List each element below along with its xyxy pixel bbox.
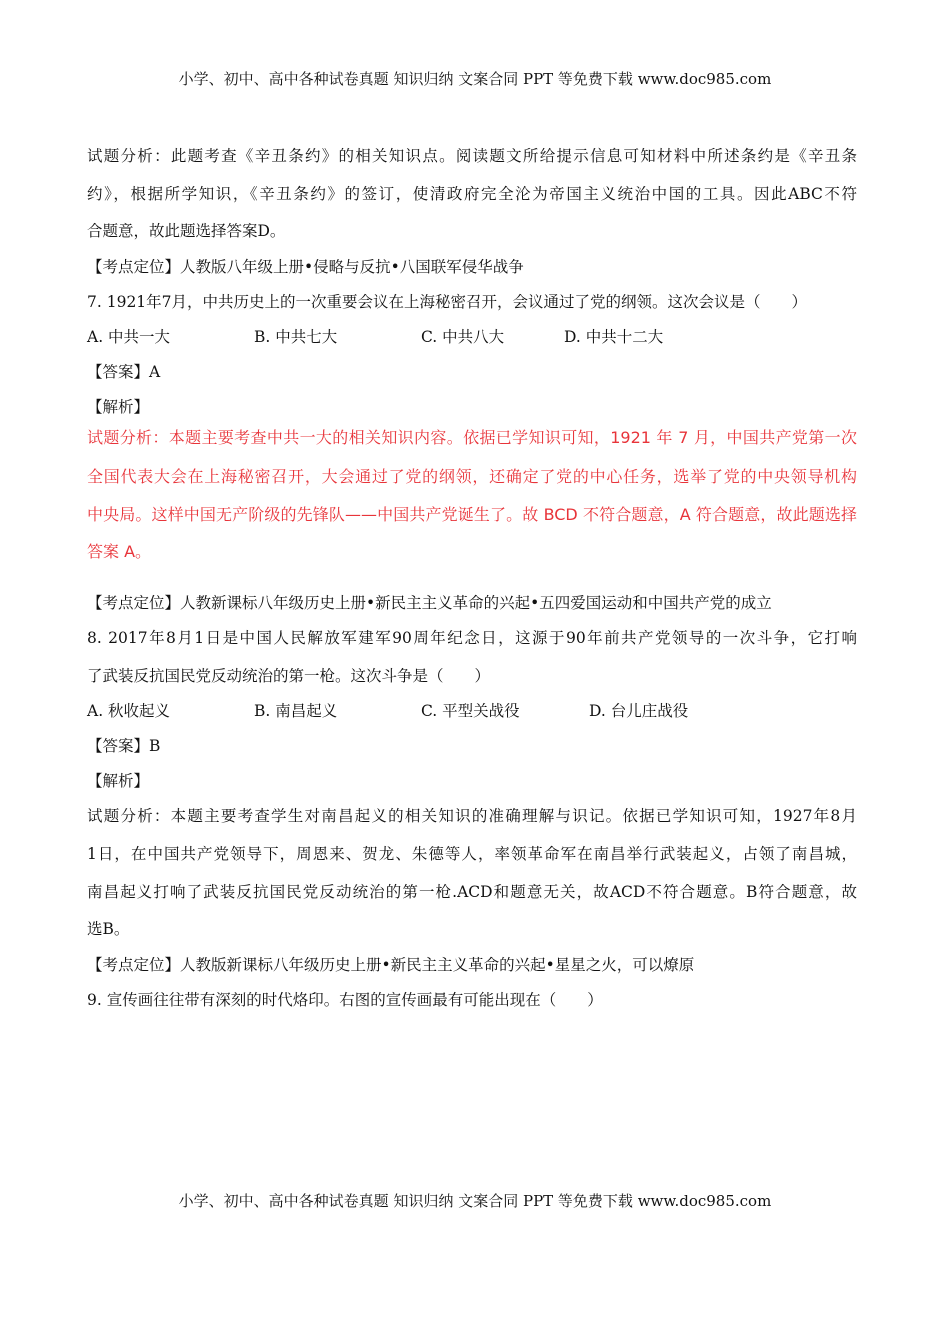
q6-point: 【考点定位】人教版八年级上册•侵略与反抗•八国联军侵华战争	[87, 258, 524, 276]
q7-analysis-line: 试题分析：本题主要考查中共一大的相关知识内容。依据已学知识可知，1921 年 7 月，中国共产党第一次	[87, 428, 857, 447]
page-header: 小学、初中、高中各种试卷真题 知识归纳 文案合同 PPT 等免费下载 www.doc985.com	[178, 70, 772, 88]
q8-analysis-line: 南昌起义打响了武装反抗国民党反动统治的第一枪.ACD和题意无关，故ACD不符合题意。B符合题意，故	[87, 883, 857, 901]
q8-analysis-line: 试题分析：本题主要考查学生对南昌起义的相关知识的准确理解与识记。依据已学知识可知，1927年8月	[87, 807, 857, 825]
q7-analysis-line: 答案 A。	[87, 542, 152, 561]
q7-analysis-line: 全国代表大会在上海秘密召开，大会通过了党的纲领，还确定了党的中心任务，选举了党的中央领导机构	[87, 467, 857, 486]
q6-analysis-line: 试题分析：此题考查《辛丑条约》的相关知识点。阅读题文所给提示信息可知材料中所述条约是《辛丑条	[87, 147, 857, 165]
q9-stem: 9. 宣传画往往带有深刻的时代烙印。右图的宣传画最有可能出现在（ ）	[87, 991, 603, 1009]
q7-point: 【考点定位】人教新课标八年级历史上册•新民主主义革命的兴起•五四爱国运动和中国共产党的成立	[87, 594, 772, 612]
q6-analysis-line: 合题意，故此题选择答案D。	[87, 222, 286, 240]
q8-options	[87, 701, 688, 721]
q8-answer: 【答案】B	[87, 737, 161, 755]
q7-answer: 【答案】A	[87, 363, 161, 381]
q8-analysis-line: 选B。	[87, 920, 130, 938]
q7-analysis-label: 【解析】	[87, 398, 150, 416]
q8-point: 【考点定位】人教版新课标八年级历史上册•新民主主义革命的兴起•星星之火，可以燎原	[87, 956, 695, 974]
q8-analysis-line: 1日，在中国共产党领导下，周恩来、贺龙、朱德等人，率领革命军在南昌举行武装起义，占领了南昌城，	[87, 845, 857, 863]
q7-option-b: B. 中共七大	[254, 328, 338, 346]
q7-option-a: A. 中共一大	[87, 328, 171, 346]
q8-analysis-label: 【解析】	[87, 772, 150, 790]
q7-stem: 7. 1921年7月，中共历史上的一次重要会议在上海秘密召开，会议通过了党的纲领。这次会议是（ ）	[87, 293, 808, 311]
q8-option-a: A. 秋收起义	[87, 702, 171, 720]
q8-option-d: D. 台儿庄战役	[589, 702, 689, 720]
q8-stem-line: 8. 2017年8月1日是中国人民解放军建军90周年纪念日，这源于90年前共产党领导的一次斗争，它打响	[87, 629, 857, 647]
q7-options	[87, 327, 663, 347]
q8-option-c: C. 平型关战役	[421, 702, 520, 720]
q8-stem-line: 了武装反抗国民党反动统治的第一枪。这次斗争是（ ）	[87, 667, 491, 685]
q7-option-d: D. 中共十二大	[564, 328, 664, 346]
q7-analysis-line: 中央局。这样中国无产阶级的先锋队——中国共产党诞生了。故 BCD 不符合题意，A 符合题意，故此题选择	[87, 505, 857, 524]
q6-analysis-line: 约》，根据所学知识，《辛丑条约》的签订，使清政府完全沦为帝国主义统治中国的工具。因此ABC不符	[87, 185, 857, 203]
page-footer: 小学、初中、高中各种试卷真题 知识归纳 文案合同 PPT 等免费下载 www.doc985.com	[178, 1192, 772, 1210]
q8-option-b: B. 南昌起义	[254, 702, 338, 720]
q7-option-c: C. 中共八大	[421, 328, 505, 346]
